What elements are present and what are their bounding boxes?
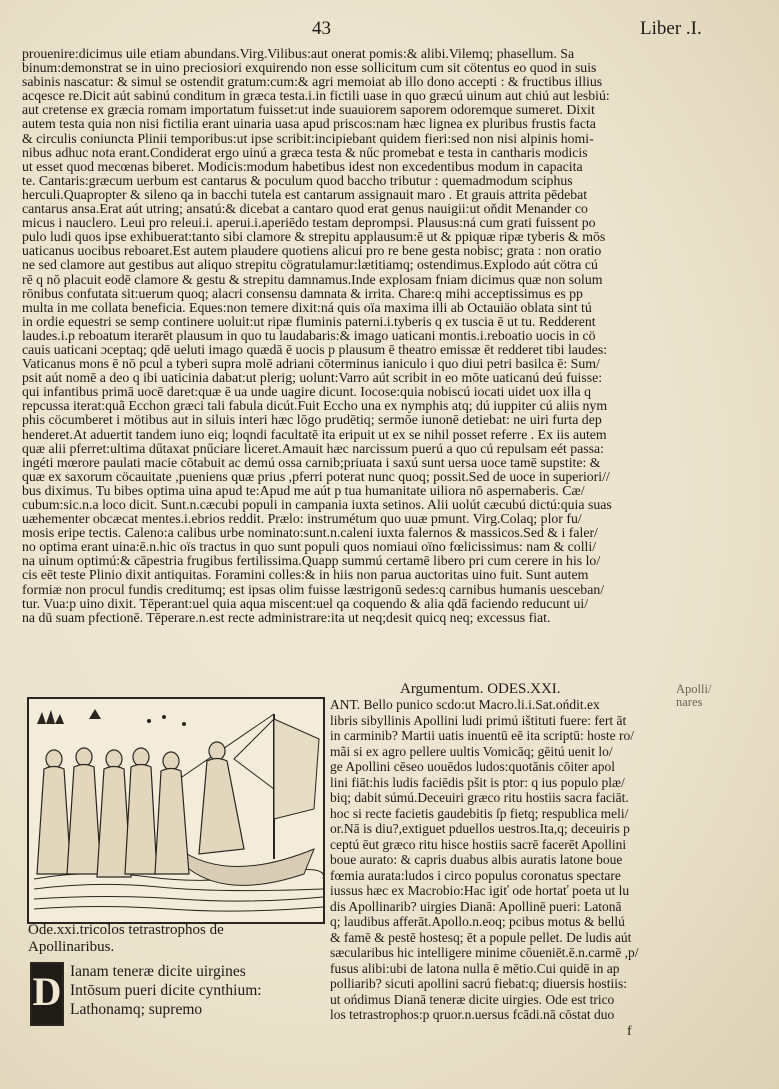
text-line: cis eēt teste Plinio dixit antiquitas. Foramini colles:& in hiis non parua auctoritas uino fuit. Sunt autem bbox=[22, 568, 589, 583]
poem-line: Intōsum pueri dicite cynthium: bbox=[70, 982, 262, 999]
text-line: aut cretense ex græcia romam importatum fuisset:ut inde suauiorem saporem odoremque sumeret. Dixit bbox=[22, 103, 595, 118]
text-line: & circulis coniuncta Plinii temporibus:ut ipse scribit:incipiebant quidem fieri:sed non nisi alpinis homi- bbox=[22, 131, 594, 146]
margin-note bbox=[676, 683, 711, 709]
argumentum-heading: Argumentum. ODES.XXI. bbox=[400, 681, 561, 697]
text-line: Vaticanus mons ē nō pcul a tyberi supra molē adriani cōterminus ianiculo i quo diui petri basilca ē: Sum/ bbox=[22, 357, 600, 372]
text-line: quæ alii pferret:ultima dűtaxat pnűciare liceret.Amauit hæc narcissum puerú a quo cú repulsam eét passa: bbox=[22, 441, 604, 456]
text-line: henderet.At aduertit tandem iuno eiq; loqndi facultatē ita eripuit ut ex se nihil posset referre . Ex iis autem bbox=[22, 427, 607, 442]
text-line: libris sibyllinis Apollini ludi primú ištituti fuere: fert āt bbox=[330, 712, 627, 728]
caption-line: Ode.xxi.tricolos tetrastrophos de bbox=[28, 922, 224, 938]
text-line: laudes.i.p reboatum iterarēt plausum in quo tu laudabaris:& imago uaticani montis.i.reboatio uocis in cö bbox=[22, 328, 596, 343]
text-line: quæ ex saxorum cöcauitate ,pueniens quæ prius ,pferri poterat nunc quoq; possit.Sed de uoce in superiori// bbox=[22, 469, 610, 484]
text-line: te. Cantaris:græcum uerbum est cantarus & poculum quod baccho tributur : quemadmodum sciphus bbox=[22, 173, 573, 188]
text-line: prouenire:dicimus uile etiam abundans.Virg.Vilibus:aut onerat pomis:& alibi.Vilemq; phasellum. Sa bbox=[22, 47, 575, 61]
text-line: iussus hæc ex Macrobio:Hac igiť ode hortať poeta ut lu bbox=[330, 883, 630, 898]
text-line: multa in me collata beneficia. Eques:non temere dixit:ná quis oïa maxima illi ab Octauiäo oblata sint tú bbox=[22, 300, 592, 315]
text-line: phis cöcumberet i mötibus aut in siluis interi hæc lōgo prudētiq; sermōe iunonē detiebat: ne uiri furta dep bbox=[22, 413, 602, 428]
poem-line: Lathonamq; supremo bbox=[70, 1001, 203, 1018]
text-line: formiæ non procul fundis creditumq; est ipsas olim fuisse læstrigonū sedes:q carnibus humanis uesceban/ bbox=[22, 582, 605, 597]
decorated-initial: D bbox=[30, 962, 64, 1026]
text-line: ut ońdimus Dianā teneræ dicite uirgies. Ode est trico bbox=[330, 991, 615, 1007]
text-line: cantarus ansa.Erat aút utring; ansatú:& dicebat a cantaro quod erat genus nauigii:ut oňdit Menander co bbox=[22, 202, 588, 217]
text-line: hoc si recte facietis gaudebitis ſp fietq; respublica meli/ bbox=[330, 805, 629, 821]
text-line: ceptú ēut græco ritu hisce hostiis sacrē facerēt Apollini bbox=[330, 836, 627, 852]
text-line: repcussa iterat:quã Ecchon græci tali fabula dicút.Fuit Eccho una ex nymphis atq; dú iuppiter cú aliis nym bbox=[22, 399, 608, 414]
text-line: acqesce re.Dicit aút sabinú conditum in græca testa.i.in fictili uase in quo græcú uinum aut chiú aut lesbiú: bbox=[22, 89, 610, 104]
ode-caption bbox=[28, 922, 328, 956]
text-line: ANT. Bello punico scdo:ut Macro.li.i.Sat.ońdit.ex bbox=[330, 697, 600, 712]
text-line: na uinum optimú:& cāpestria frugibus fertilissima.Quapp summú certamē libero pri cum cerere in his lo/ bbox=[22, 554, 601, 569]
text-line: in carminib? Martii uatis inuentū eē ita scriptū: hoste ro/ bbox=[330, 728, 635, 743]
text-line: bus diximus. Tu bibes optima uina apud te:Apud me aút p tua humanitate uiliora nō aspernaberis. Cæ/ bbox=[22, 483, 585, 498]
text-line: fœmia aurata:ludos i circo populus coronatus spectare bbox=[330, 867, 621, 883]
text-line: tur. Vua:p uino dixit. Tēperant:uel quia aqua miscent:uel qa coquendo & alia qdā faciendo reducunt ui/ bbox=[22, 596, 589, 611]
text-line: lini fiāt:his ludis faciēdis pšit is ptor: q ius populo plæ/ bbox=[330, 774, 625, 790]
caption-line: Apollinaribus. bbox=[28, 939, 115, 955]
poem-lines bbox=[70, 962, 340, 1019]
text-line: boue aurato: & capris duabus albis auratis latone boue bbox=[330, 852, 623, 867]
text-line: in ordie equestri se semp continere uoluit:ut ripæ fluminis paterni.i.tyberis q ex tuscia ē ut tu. Redderent bbox=[22, 314, 596, 329]
text-line: polliarib? sicuti apollini sacrú fiebat:q; diuersis hostiis: bbox=[330, 976, 627, 991]
text-line: biq; dabit súmú.Deceuiri græco ritu hostiis sacra faciāt. bbox=[330, 790, 629, 805]
text-line: q; laudibus afferāt.Apollo.n.eoq; pcibus motus & bellú bbox=[330, 914, 625, 929]
margin-note-line: Apolli/ bbox=[676, 682, 712, 696]
text-line: herculi.Quapropter & sileno qa in bacchi tutela est cantarum assignauit maro . Et grauis attrita pēdebat bbox=[22, 187, 588, 202]
folio-number: 43 bbox=[312, 18, 331, 39]
text-line: mãi si ex agro pellere uultis Vomicāq; gēitú uenit lo/ bbox=[330, 743, 613, 759]
text-line: cauis uaticani ɔceptaq; qdē ueluti imago quædā ē uocis p plausum ē theatro emissæ ēt redderet tibi laudes: bbox=[22, 342, 608, 357]
text-line: los tetrastrophos:p qruor.n.uersus fcādi.nā cōstat duo bbox=[330, 1007, 615, 1022]
argumentum-text bbox=[330, 697, 670, 1023]
text-line: micus i nauclero. Leui pro releui.i. aperui.i.aperiēdo testam deprompsi. Plausus:ná cum grati fuissent po bbox=[22, 216, 596, 231]
text-line: binum:demonstrat se in uino preciosiori exquirendo non esse sollicitum cum sit cötentus eo quod in suis bbox=[22, 61, 597, 76]
text-line: rē q nō placuit eodē clamore & gestu & strepitu damnamus.Inde explosam fniam dicimus quæ non solum bbox=[22, 272, 603, 287]
woodcut-scene-image bbox=[29, 699, 323, 922]
poem-line: Ianam teneræ dicite uirgines bbox=[70, 963, 246, 980]
text-line: no optima erant uina:ē.n.hic oïs tractus in quo sunt populi quos nomiaui oïno fœlicissimus: nam & colli/ bbox=[22, 540, 597, 555]
text-line: or.Nā is diu?,extiguet pduellos uestros.Ita,q; deceuiris p bbox=[330, 821, 630, 836]
signature-mark: f bbox=[627, 1024, 632, 1039]
margin-note-line: nares bbox=[676, 695, 703, 709]
text-line: cubum:sic.n.a loco dicit. Sunt.n.cæcubi populi in campania iuxta setinos. Alii uolút cæcubú dictú:quia suas bbox=[22, 498, 612, 512]
text-line: rōnibus confutata sit:uerum quoq; alacri consensu damnata & irrita. Chare:q mihi acceptissimus es pp bbox=[22, 286, 583, 301]
text-line: & famē & pestē hostesq; ēt a popule pellet. De ludis aút bbox=[330, 929, 632, 945]
text-line: ge Apollini cēseo uouēdos ludos:quotānis cōiter apol bbox=[330, 759, 615, 774]
text-line: mosis eripe tectis. Caleno:a calibus urbe nominato:sunt.n.caleni iuxta falernos & massicos.Sed & i faler/ bbox=[22, 526, 598, 541]
running-head: Liber .I. bbox=[640, 18, 702, 39]
text-line: uaticanus uocibus reboaret.Est autem plaudere quotiens alicui pro re bene gesta nobisc; grata : non oratio bbox=[22, 244, 602, 259]
woodcut-illustration bbox=[27, 697, 325, 924]
text-line: na dū suam pfectionē. Tēperare.n.est recte administrare:ita ut neq;desit quicq neq; excessus fiat. bbox=[22, 610, 551, 625]
text-line: ut esset quod mecœnas biberet. Modicis:modum habetibus idest non excedentibus modum in capacita bbox=[22, 159, 583, 174]
commentary-block bbox=[22, 47, 670, 625]
text-line: ingéti mœrore paulati macie cōtabuit ac demú ossa carnib;priuata i saxú sunt uersa uoce tamē supstite: & bbox=[22, 455, 601, 470]
text-line: psit aút nomē a deo q ibi uaticinia dabat:ut plerig; uolunt:Varro aút scribit in eo mōte uaticanú deú fuisse: bbox=[22, 371, 603, 386]
text-line: sæcularibus hic intelligere minime cōueniēt.ē.n.carmē ,p/ bbox=[330, 945, 639, 960]
text-line: ne sed clamore aut gestibus aut aliquo strepitu cögratulamur:lætitiamq; ostendimus.Explodo aút cötra cú bbox=[22, 258, 598, 273]
text-line: uæhementer obcæcat mentes.i.ebrios reddit. Prælo: instrumétum quo uuæ pmunt. Virg.Colaq; plor fu/ bbox=[22, 512, 582, 527]
text-line: autem testa quia non nisi fictilia erant uinaria uasa apud priscos:nam hæc lignea ex pluribus frustis facta bbox=[22, 117, 596, 132]
text-line: dis Apollinarib? uirgies Dianā: Apollinē pueri: Latonā bbox=[330, 898, 622, 914]
text-line: nibus adhuc nota erant.Condiderat ergo uinú a græca testa & nűc promebat e testa in cantharis modicis bbox=[22, 145, 588, 160]
text-line: qui infantibus primā uocē daret:quæ ē ua unde uagire dicunt. Iocose:quia nobiscú iocati uidet uox illa q bbox=[22, 385, 591, 400]
page-header bbox=[0, 18, 779, 40]
text-line: pulo ludi quos ipse exhibuerat:tanto sibi clamore & strepitu applausum:ē ut & ppiquæ ripæ tyberis & mōs bbox=[22, 230, 606, 245]
text-line: fusus alibi:ubi de latona nulla ē mētio.Cui quidē in ap bbox=[330, 960, 620, 976]
text-line: sabinis nascatur: & simul se ostendit gratum:cum:& agri memoiat ab illo dono accepti : & fructibus illius bbox=[22, 75, 603, 90]
